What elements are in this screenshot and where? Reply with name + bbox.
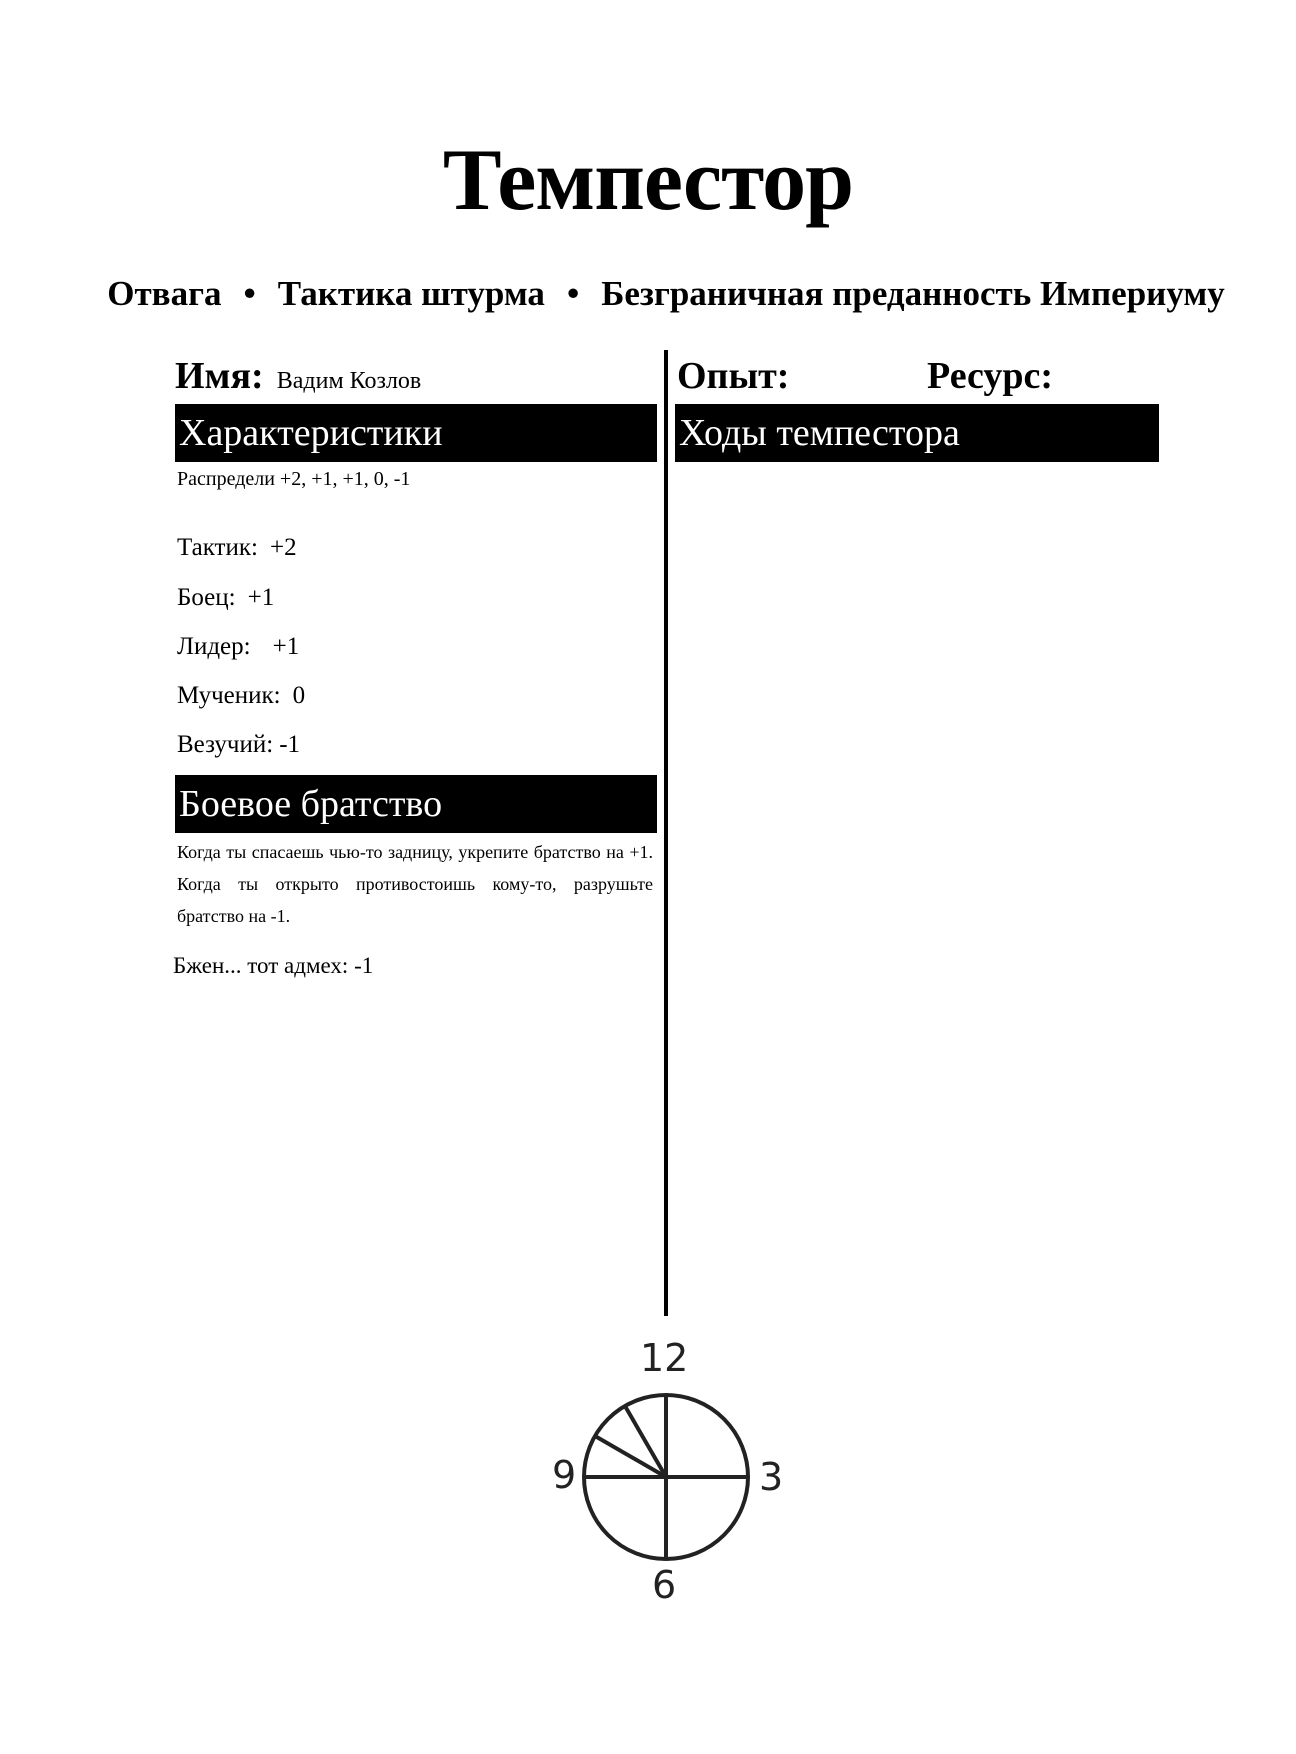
stats-hint: Распредели +2, +1, +1, 0, -1 (177, 468, 411, 490)
resource-label: Ресурс: (927, 355, 1054, 397)
stat-value[interactable]: 0 (292, 682, 306, 709)
stat-leader (177, 633, 299, 661)
stat-value[interactable]: +1 (247, 584, 275, 611)
stat-martyr (177, 682, 305, 710)
experience-label: Опыт: (677, 355, 790, 397)
name-label: Имя: (175, 355, 264, 397)
stat-value[interactable]: +1 (272, 633, 300, 660)
stats-heading: Характеристики (175, 404, 657, 462)
stat-tactic (177, 534, 297, 562)
brotherhood-text: Когда ты спасаешь чью-то задницу, укрепите братство на +1. Когда ты открыто противостоишь кому-то, разрушьте братство на -1. (177, 842, 653, 926)
subtitle-item: Безграничная преданность Империуму (601, 274, 1225, 313)
stat-fighter (177, 584, 274, 612)
clock-label-12: 12 (640, 1336, 689, 1380)
stat-label: Мученик: (177, 682, 281, 709)
stat-lucky (177, 731, 300, 759)
brotherhood-entry[interactable]: Бжен... тот адмех: -1 (173, 953, 374, 978)
subtitle-item: Тактика штурма (277, 274, 545, 313)
stat-value[interactable]: -1 (279, 731, 301, 758)
clock-label-3: 3 (759, 1455, 784, 1499)
subtitle-item: Отвага (107, 274, 222, 313)
clock-label-6: 6 (652, 1563, 677, 1607)
stat-value[interactable]: +2 (269, 534, 297, 561)
brotherhood-heading: Боевое братство (175, 775, 657, 833)
clock-label-9: 9 (552, 1453, 577, 1497)
name-row (175, 354, 421, 398)
name-value[interactable]: Вадим Козлов (276, 368, 422, 394)
stat-label: Тактик: (177, 534, 258, 561)
stat-label: Лидер: (177, 633, 251, 660)
harm-clock[interactable] (566, 1377, 766, 1577)
subtitle (0, 274, 1296, 314)
moves-heading: Ходы темпестора (675, 404, 1159, 462)
stat-label: Везучий: (177, 731, 274, 758)
stat-label: Боец: (177, 584, 236, 611)
separator: • (566, 274, 580, 313)
separator: • (243, 274, 256, 313)
page-title: Темпестор (442, 132, 854, 229)
column-divider (664, 350, 668, 1316)
